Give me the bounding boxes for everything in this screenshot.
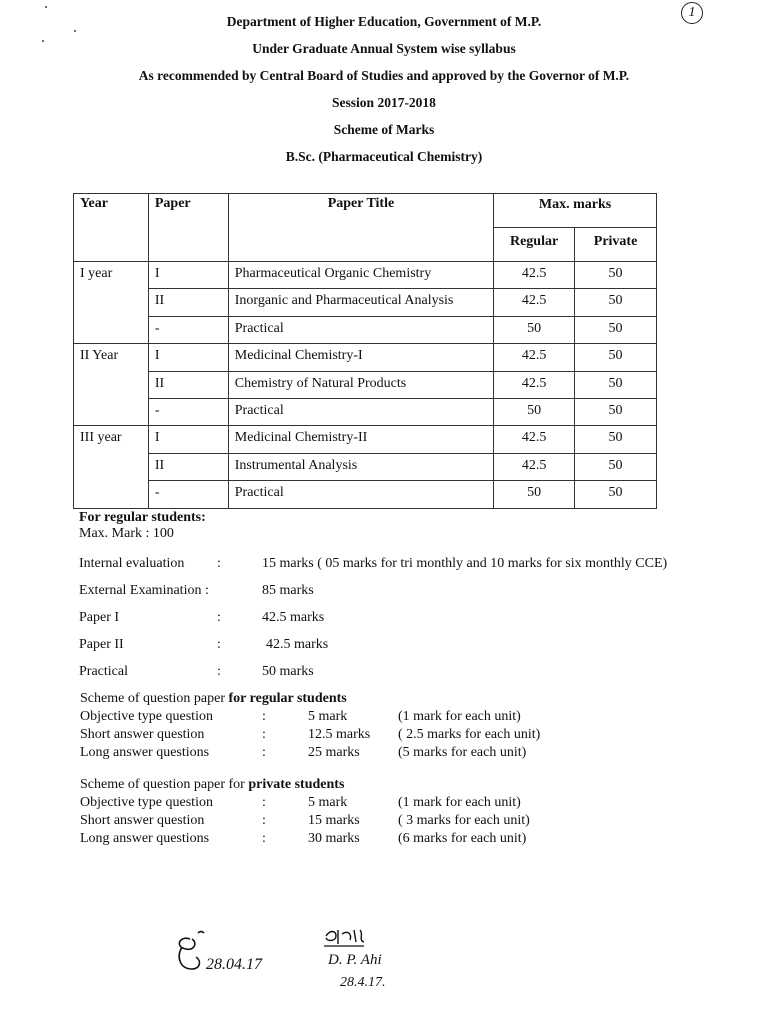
cell-year (74, 481, 149, 508)
cell-paper: II (148, 453, 228, 480)
scheme-colon: : (262, 709, 266, 724)
table-row (74, 316, 657, 343)
table-row (74, 289, 657, 316)
regular-heading: For regular students: (79, 510, 206, 525)
scheme-note: (6 marks for each unit) (398, 831, 527, 846)
cell-year (74, 316, 149, 343)
signature-right-date: 28.4.17. (340, 975, 386, 990)
scheme-title-plain: Scheme of question paper (80, 691, 229, 706)
cell-paper-title: Medicinal Chemistry-I (228, 344, 493, 371)
signature-left-date: 28.04.17 (206, 956, 262, 973)
cell-regular: 42.5 (494, 453, 575, 480)
cell-paper-title: Pharmaceutical Organic Chemistry (228, 262, 493, 289)
scheme-title-bold: for regular students (228, 691, 347, 706)
scheme-label: Short answer question (80, 813, 205, 828)
page-number: 1 (681, 2, 703, 24)
cell-private: 50 (575, 289, 657, 316)
header-department: Department of Higher Education, Government of M.P. (226, 14, 542, 29)
cell-paper-title: Instrumental Analysis (228, 453, 493, 480)
scheme-note: (5 marks for each unit) (398, 745, 527, 760)
signature-left (168, 925, 308, 985)
cell-paper: - (148, 481, 228, 508)
table-row (74, 453, 657, 480)
cell-paper-title: Practical (228, 316, 493, 343)
cell-paper: I (148, 426, 228, 453)
header-course: B.Sc. (Pharmaceutical Chemistry) (285, 149, 483, 164)
regular-item-value: 50 marks (262, 664, 314, 679)
cell-paper-title: Chemistry of Natural Products (228, 371, 493, 398)
signature-right-name: D. P. Ahi (328, 952, 382, 968)
cell-regular: 42.5 (494, 262, 575, 289)
cell-private: 50 (575, 371, 657, 398)
cell-year: II Year (74, 344, 149, 371)
cell-paper: I (148, 344, 228, 371)
cell-year (74, 289, 149, 316)
scheme-colon: : (262, 813, 266, 828)
table-row (74, 426, 657, 453)
regular-item-colon: : (217, 664, 221, 679)
regular-item-label: Internal evaluation (79, 556, 185, 571)
cell-paper: - (148, 316, 228, 343)
regular-item-value: 42.5 marks (266, 637, 329, 652)
cell-paper-title: Practical (228, 398, 493, 425)
cell-paper-title: Inorganic and Pharmaceutical Analysis (228, 289, 493, 316)
cell-private: 50 (575, 344, 657, 371)
cell-year: I year (74, 262, 149, 289)
scheme-marks: 5 mark (308, 795, 348, 810)
scheme-marks: 5 mark (308, 709, 348, 724)
scheme-marks: 15 marks (308, 813, 360, 828)
cell-regular: 42.5 (494, 289, 575, 316)
scheme-note: (1 mark for each unit) (398, 795, 521, 810)
cell-year (74, 371, 149, 398)
scheme-note: (1 mark for each unit) (398, 709, 521, 724)
table-row (74, 481, 657, 508)
header-recommendation: As recommended by Central Board of Studies and approved by the Governor of M.P. (138, 68, 630, 83)
col-paper: Paper (148, 194, 228, 262)
cell-regular: 50 (494, 481, 575, 508)
table-row (74, 344, 657, 371)
regular-item-value: 42.5 marks (262, 610, 325, 625)
scan-speck (45, 6, 47, 8)
regular-item-label: Practical (79, 664, 128, 679)
scheme-label: Short answer question (80, 727, 205, 742)
header-scheme: Scheme of Marks (333, 122, 435, 137)
cell-regular: 42.5 (494, 344, 575, 371)
cell-year (74, 453, 149, 480)
regular-item-value: 85 marks (262, 583, 314, 598)
cell-paper-title: Medicinal Chemistry-II (228, 426, 493, 453)
scheme-title-plain: Scheme of question paper for (80, 777, 249, 792)
scheme-marks: 30 marks (308, 831, 360, 846)
cell-regular: 42.5 (494, 371, 575, 398)
cell-paper: II (148, 371, 228, 398)
document-header (0, 12, 768, 174)
cell-year: III year (74, 426, 149, 453)
scheme-marks: 25 marks (308, 745, 360, 760)
cell-private: 50 (575, 481, 657, 508)
regular-item-colon: : (217, 610, 221, 625)
col-private: Private (575, 228, 657, 262)
cell-regular: 50 (494, 316, 575, 343)
cell-paper: II (148, 289, 228, 316)
regular-students-section (79, 510, 206, 542)
max-mark: Max. Mark : 100 (79, 526, 174, 541)
table-row (74, 262, 657, 289)
col-paper-title: Paper Title (228, 194, 493, 262)
header-session: Session 2017-2018 (332, 95, 436, 110)
cell-year (74, 398, 149, 425)
marks-table (73, 193, 657, 509)
regular-item-colon: : (217, 556, 221, 571)
scheme-label: Objective type question (80, 795, 213, 810)
scheme-colon: : (262, 727, 266, 742)
cell-private: 50 (575, 453, 657, 480)
cell-private: 50 (575, 316, 657, 343)
regular-item-label: Paper I (79, 610, 120, 625)
scheme-colon: : (262, 745, 266, 760)
scheme-colon: : (262, 831, 266, 846)
col-regular: Regular (494, 228, 575, 262)
regular-item-label: External Examination : (79, 583, 209, 598)
col-year: Year (74, 194, 149, 262)
header-syllabus: Under Graduate Annual System wise syllabus (252, 41, 516, 56)
cell-regular: 42.5 (494, 426, 575, 453)
cell-paper: - (148, 398, 228, 425)
regular-item-colon: : (217, 637, 221, 652)
scheme-label: Objective type question (80, 709, 213, 724)
regular-item-label: Paper II (79, 637, 124, 652)
scheme-label: Long answer questions (80, 745, 210, 760)
scheme-colon: : (262, 795, 266, 810)
scheme-note: ( 2.5 marks for each unit) (398, 727, 541, 742)
scheme-title-bold: private students (248, 777, 345, 792)
col-max-marks: Max. marks (494, 194, 657, 228)
cell-private: 50 (575, 398, 657, 425)
cell-paper: I (148, 262, 228, 289)
scheme-note: ( 3 marks for each unit) (398, 813, 530, 828)
scheme-marks: 12.5 marks (308, 727, 371, 742)
table-row (74, 371, 657, 398)
regular-item-value: 15 marks ( 05 marks for tri monthly and 10 marks for six monthly CCE) (262, 556, 668, 571)
cell-private: 50 (575, 426, 657, 453)
cell-regular: 50 (494, 398, 575, 425)
table-row (74, 398, 657, 425)
scheme-label: Long answer questions (80, 831, 210, 846)
signature-right (318, 924, 428, 994)
cell-paper-title: Practical (228, 481, 493, 508)
cell-private: 50 (575, 262, 657, 289)
